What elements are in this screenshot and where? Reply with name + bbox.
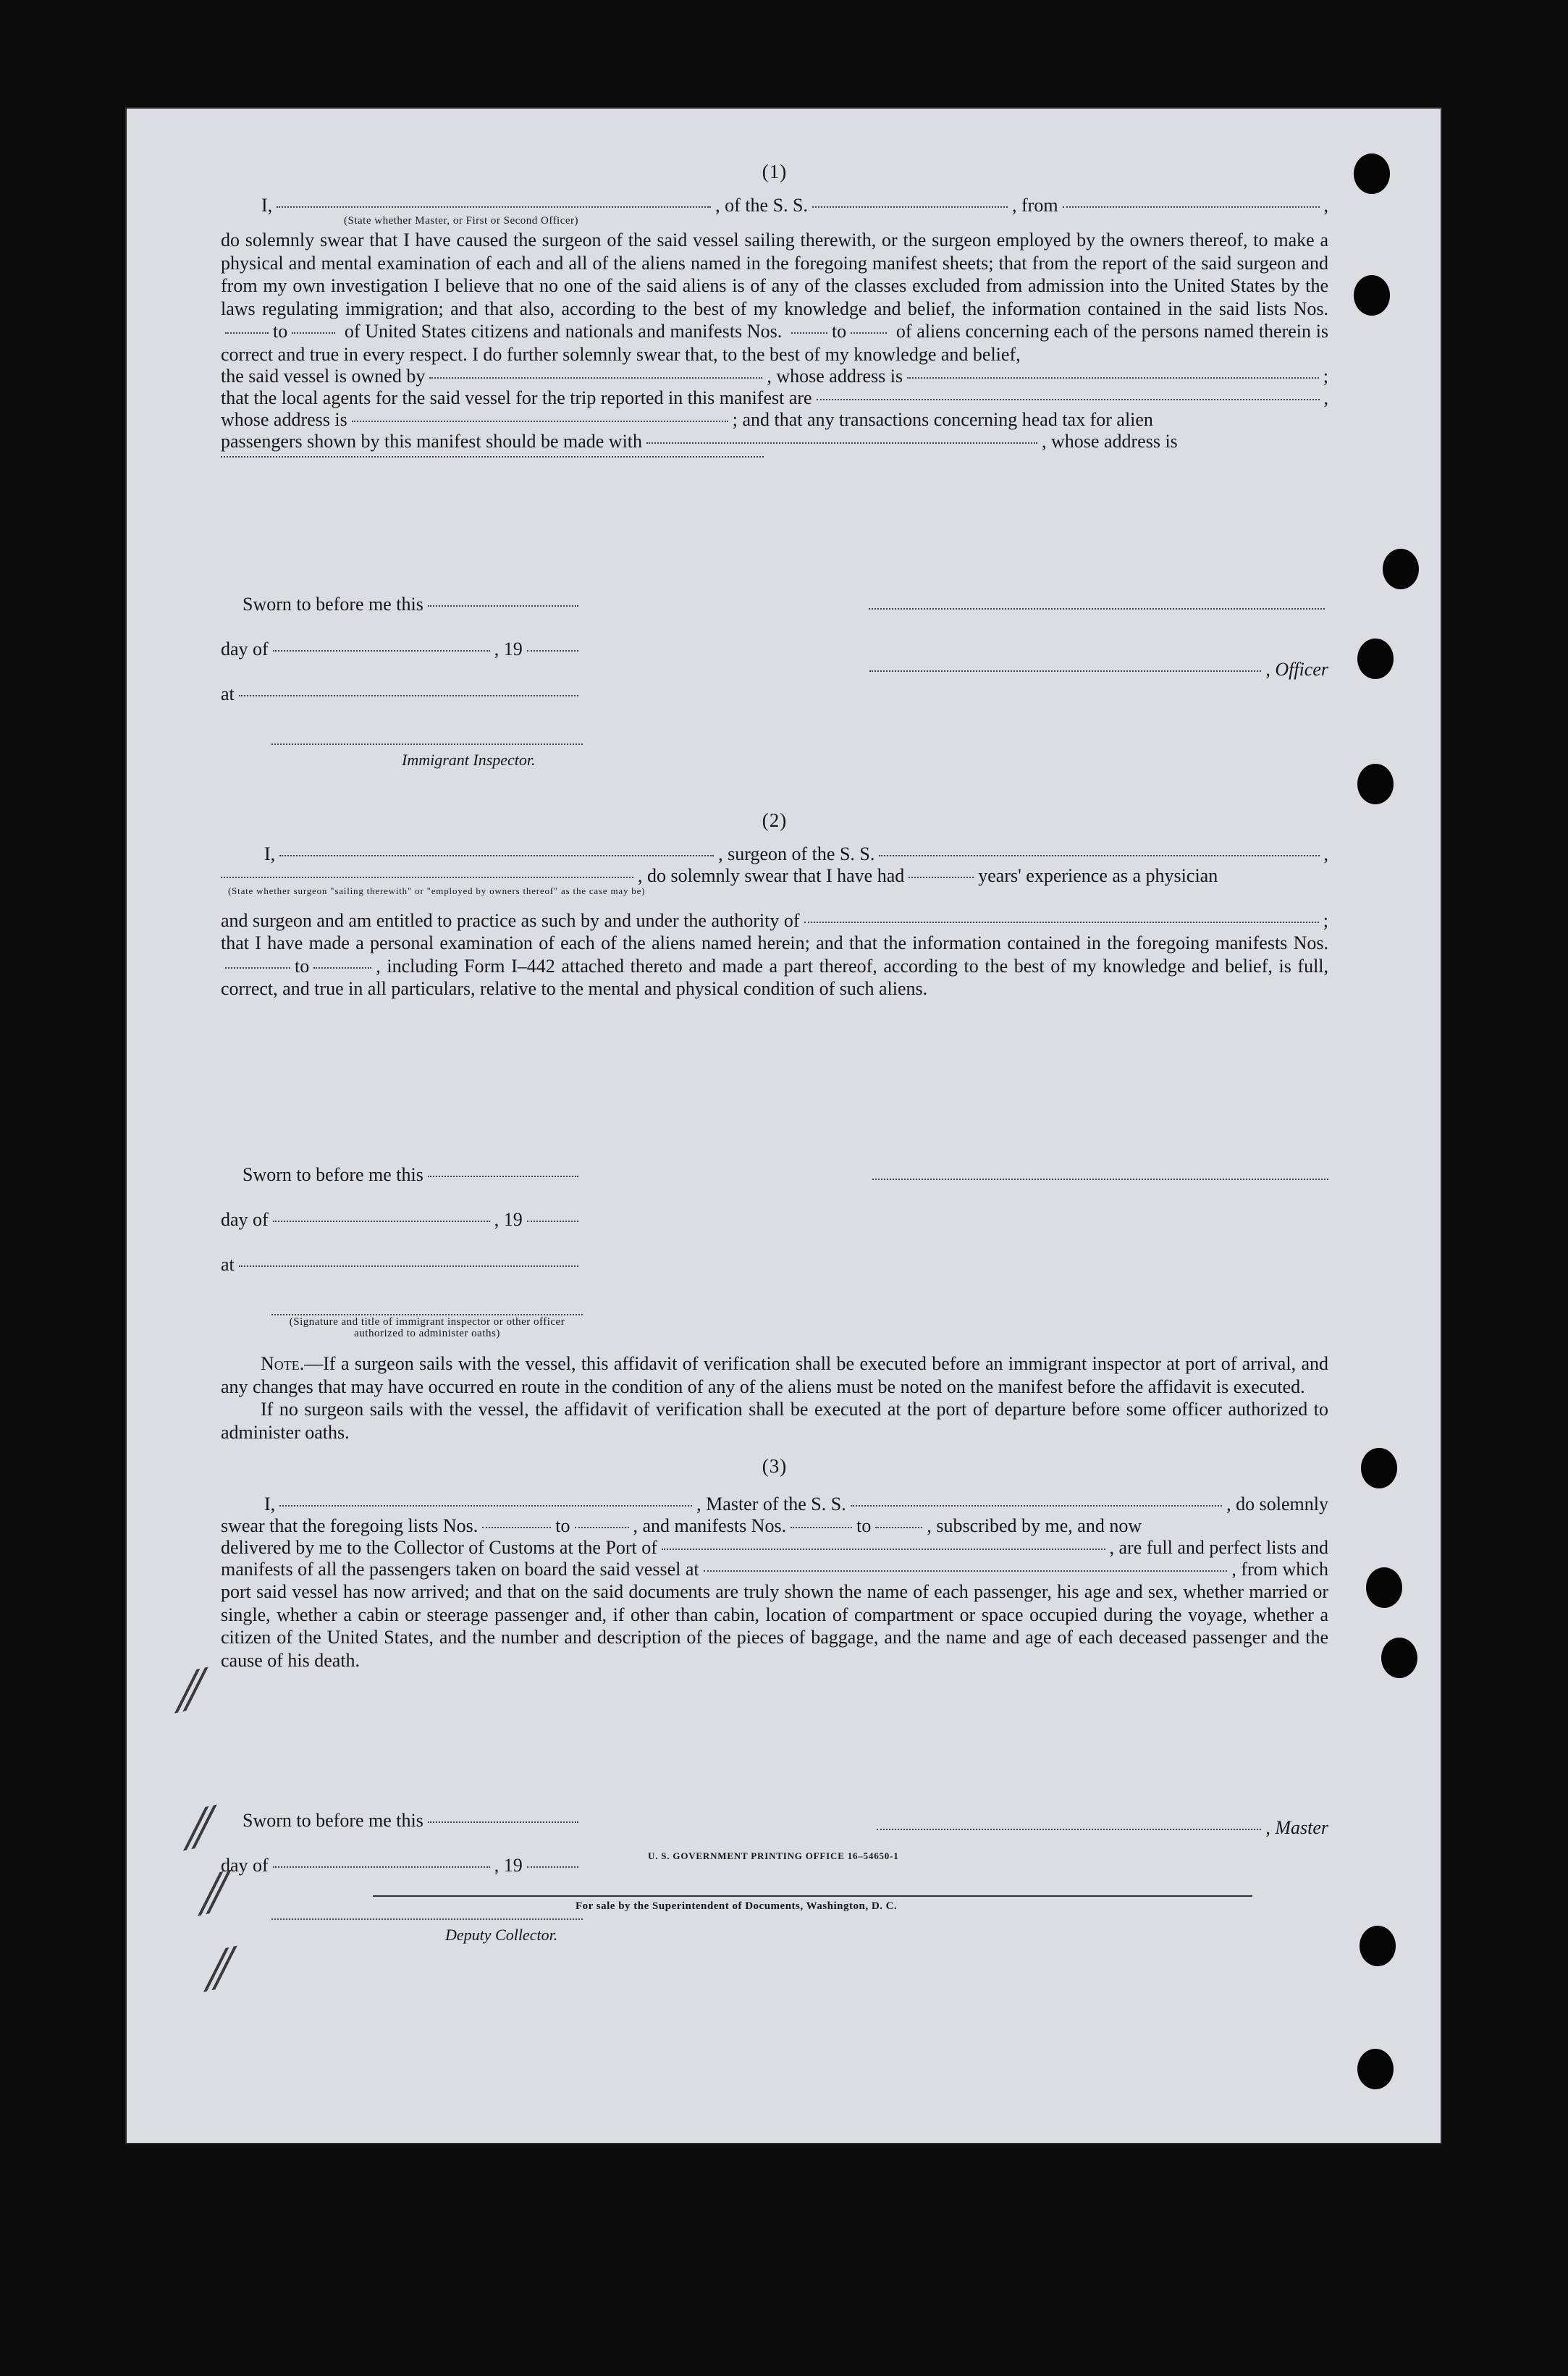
handwritten-mark: ⁄⁄ [185, 1798, 215, 1860]
affiant-label: I, [264, 843, 276, 864]
section-number: (2) [762, 809, 788, 831]
embarkation-field[interactable] [704, 1570, 1228, 1572]
officer-signature-line[interactable] [271, 1314, 583, 1315]
binder-hole [1354, 153, 1390, 194]
from-field[interactable] [1063, 206, 1320, 208]
handwritten-mark: ⁄⁄ [200, 1863, 229, 1925]
manifests-label: , and manifests Nos. [633, 1515, 787, 1536]
collector-signature-line[interactable] [271, 1918, 583, 1920]
officer-signature-line-1[interactable] [869, 608, 1325, 610]
gpo-imprint: U. S. GOVERNMENT PRINTING OFFICE 16–54650-1 [648, 1850, 899, 1861]
lists-label: swear that the foregoing lists Nos. [221, 1515, 479, 1536]
port-label: delivered by me to the Collector of Customs at the Port of [221, 1537, 657, 1558]
month-field[interactable] [273, 1221, 490, 1222]
surgeon-status-field[interactable] [221, 877, 633, 878]
affiant-label: I, [264, 1494, 276, 1515]
officer-signature-field[interactable] [869, 670, 1261, 672]
years-field[interactable] [909, 877, 974, 878]
years-label: years' experience as a physician [978, 865, 1218, 886]
binder-hole [1357, 639, 1394, 679]
handwritten-mark: ⁄⁄ [206, 1939, 235, 2001]
punctuation: , [1323, 387, 1328, 408]
manifests-to-field[interactable] [313, 967, 371, 969]
punctuation: , [1323, 195, 1328, 216]
vessel-field[interactable] [812, 206, 1008, 208]
manifests-from-field[interactable] [791, 1527, 852, 1528]
manifests-to-field[interactable] [851, 332, 887, 334]
owner-address-field[interactable] [907, 377, 1319, 379]
officer-label: , Officer [1265, 659, 1328, 680]
affidavit-text: do solemnly swear that I have caused the surgeon of the said vessel sailing therewith, or the surgeon employed by the owners thereof, to make a physical and mental examination of each and all of the aliens named in the foregoing manifest sheets; that from the report of the said surgeon and from my own investigation I believe that no one of the said aliens is of any of the classes excluded from admission into the United States by the laws regulating immigration; and that also, according to the best of my knowledge and belief, the information contained in the said lists Nos. to of United States citizens and nationals and manifests Nos. to of aliens concerning each of the persons named therein is correct and true in every respect. I do further solemnly swear that, to the best of my knowledge and belief, [221, 229, 1329, 365]
affiant-field[interactable] [277, 206, 711, 208]
affidavit-text: port said vessel has now arrived; and that on the said documents are truly shown the name of each passenger, his age and sex, whether married or single, whether a cabin or steerage passenger and, if other than cabin, location of compartment or space occupied during the voyage, whether a citizen of the United States, and the number and description of the pieces of baggage, and the name and age of each deceased passenger and the cause of his death. [221, 1581, 1328, 1671]
binder-hole [1366, 1567, 1402, 1608]
day-of-label: day of [221, 639, 269, 660]
manifests-to-field[interactable] [875, 1527, 922, 1528]
manifest-affidavit-page [127, 109, 1441, 2143]
field-caption: (State whether surgeon "sailing therewith" or "employed by owners thereof" as the case may be) [228, 885, 646, 896]
year-field[interactable] [527, 650, 578, 652]
binder-hole [1361, 1448, 1397, 1488]
swear-text: , do solemnly swear that I have had [638, 865, 905, 886]
binder-hole [1383, 549, 1419, 589]
inspector-signature-line[interactable] [271, 743, 583, 745]
footer-rule [373, 1895, 1252, 1897]
day-of-label: day of [221, 1855, 269, 1876]
subscribed-text: , subscribed by me, and now [927, 1515, 1142, 1536]
punctuation: ; [1323, 366, 1328, 387]
master-name-field[interactable] [279, 1505, 692, 1507]
surgeon-name-field[interactable] [279, 855, 714, 856]
vessel-field[interactable] [851, 1505, 1222, 1507]
vessel-field[interactable] [879, 855, 1319, 856]
owner-field[interactable] [429, 377, 762, 379]
binder-hole [1360, 1926, 1396, 1966]
embarkation-label: manifests of all the passengers taken on board the said vessel at [221, 1559, 699, 1580]
agents-address-field[interactable] [352, 421, 728, 422]
surgeon-signature-line[interactable] [872, 1179, 1328, 1180]
month-field[interactable] [273, 1866, 490, 1868]
month-field[interactable] [273, 650, 490, 652]
sale-notice: For sale by the Superintendent of Documents, Washington, D. C. [576, 1900, 898, 1912]
signature-caption: (Signature and title of immigrant inspector or other officer authorized to administer oaths) [289, 1316, 565, 1339]
manifests-from-field[interactable] [791, 332, 827, 334]
place-field[interactable] [239, 1265, 578, 1267]
day-of-label: day of [221, 1209, 269, 1230]
note-text-2: If no surgeon sails with the vessel, the affidavit of verification shall be executed at the port of departure before some officer authorized to administer oaths. [221, 1399, 1328, 1443]
year-label: , 19 [494, 1855, 523, 1876]
punctuation: ; [1323, 910, 1328, 931]
sworn-label: Sworn to before me this [243, 1810, 423, 1831]
inspector-caption: Immigrant Inspector. [402, 751, 536, 769]
agents-address-label: whose address is [221, 409, 347, 430]
from-which-text: , from which [1231, 1559, 1328, 1580]
binder-hole [1354, 275, 1390, 316]
binder-hole [1381, 1638, 1417, 1678]
handwritten-mark: ⁄⁄ [177, 1660, 206, 1722]
port-field[interactable] [662, 1549, 1105, 1550]
field-caption: (State whether Master, or First or Second Officer) [344, 215, 579, 227]
head-tax-text: ; and that any transactions concerning head tax for alien [732, 409, 1153, 430]
at-label: at [221, 683, 235, 704]
lists-from-field[interactable] [225, 332, 269, 334]
to-label: to [856, 1515, 872, 1536]
owner-label: the said vessel is owned by [221, 366, 426, 387]
head-tax-agent-label: passengers shown by this manifest should be made with [221, 431, 643, 452]
vessel-label: , surgeon of the S. S. [718, 843, 875, 864]
section-number: (3) [762, 1455, 788, 1477]
year-field[interactable] [527, 1866, 578, 1868]
affidavit-master [221, 161, 1329, 769]
sworn-day-field[interactable] [428, 1176, 578, 1177]
section-number: (1) [762, 161, 788, 182]
punctuation: , [1323, 843, 1328, 864]
binder-hole [1357, 2049, 1394, 2089]
place-field[interactable] [239, 695, 578, 696]
sworn-day-field[interactable] [428, 1821, 578, 1823]
head-tax-address-label: , whose address is [1042, 431, 1178, 452]
authority-field[interactable] [804, 922, 1319, 923]
agents-label: that the local agents for the said vessel for the trip reported in this manifest are [221, 387, 812, 408]
manifests-from-field[interactable] [225, 967, 290, 969]
lists-to-field[interactable] [575, 1527, 629, 1528]
master-signature-field[interactable] [877, 1829, 1261, 1830]
binder-hole [1357, 764, 1394, 804]
solemnly-text: , do solemnly [1226, 1494, 1328, 1515]
from-label: , from [1012, 195, 1058, 216]
authority-label: and surgeon and am entitled to practice as such by and under the authority of [221, 910, 800, 931]
head-tax-address-field[interactable] [221, 456, 764, 458]
vessel-label: , Master of the S. S. [696, 1494, 846, 1515]
sworn-label: Sworn to before me this [243, 1164, 423, 1185]
affiant-label: I, [261, 195, 273, 216]
deputy-caption: Deputy Collector. [445, 1926, 558, 1944]
at-label: at [221, 1254, 235, 1275]
agents-field[interactable] [817, 399, 1320, 400]
year-label: , 19 [494, 1209, 523, 1230]
master-label: , Master [1265, 1817, 1328, 1838]
lists-to-field[interactable] [292, 332, 335, 334]
year-label: , 19 [494, 639, 523, 660]
to-label: to [555, 1515, 570, 1536]
note-text: Note.—If a surgeon sails with the vessel, this affidavit of verification shall be executed before an immigrant inspector at port of arrival, and any changes that may have occurred en route in the condition of any of the aliens must be noted on the manifest before the affidavit is executed. [221, 1353, 1328, 1397]
head-tax-agent-field[interactable] [646, 442, 1037, 444]
affidavit-text: that I have made a personal examination of each of the aliens named herein; and that the information contained in the foregoing manifests Nos. to , including Form I–442 attached thereto and made a part thereof, according to the best of my knowledge and belief, is full, correct, and true in all particulars, relative to the mental and physical condition of such aliens. [221, 932, 1329, 999]
owner-address-label: , whose address is [767, 366, 903, 387]
sworn-label: Sworn to before me this [243, 594, 423, 615]
year-field[interactable] [527, 1221, 578, 1222]
full-lists-text: , are full and perfect lists and [1109, 1537, 1328, 1558]
lists-from-field[interactable] [482, 1527, 551, 1528]
sworn-day-field[interactable] [428, 605, 578, 607]
vessel-label: , of the S. S. [715, 195, 809, 216]
affidavit-surgeon [221, 809, 1329, 1443]
